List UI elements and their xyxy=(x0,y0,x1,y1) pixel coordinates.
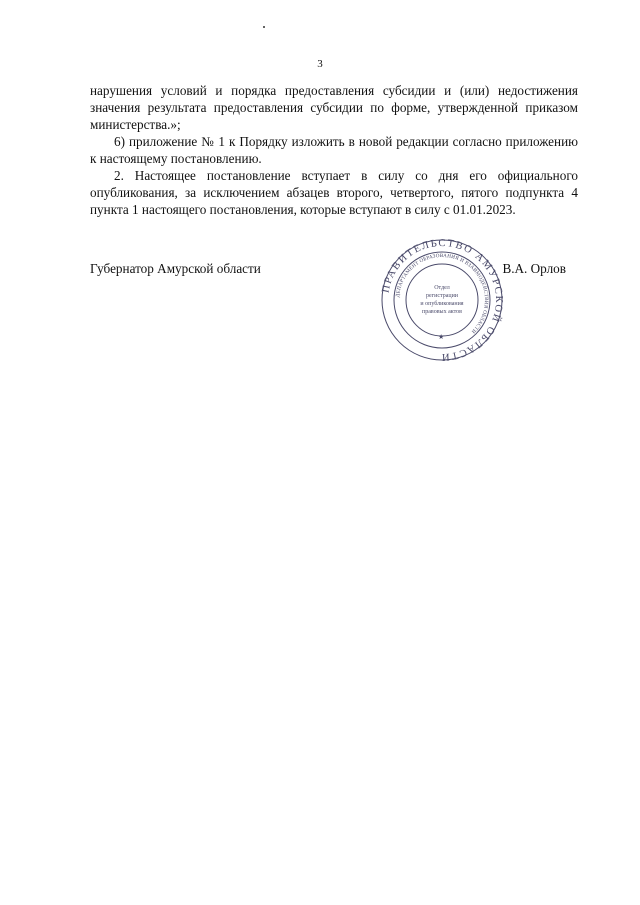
stamp-outer-text: ПРАВИТЕЛЬСТВО АМУРСКОЙ ОБЛАСТИ xyxy=(380,238,504,362)
page-number: 3 xyxy=(317,58,323,70)
stamp-center-line: и опубликования xyxy=(420,301,464,307)
stamp-center-line: Отдел xyxy=(434,285,450,291)
stamp-middle-text: ДЕПАРТАМЕНТ ОБРАЗОВАНИЯ И ВЗАИМОДЕЙСТВИЯ ОБЛАСТИ xyxy=(395,252,490,335)
paragraph-3: 2. Настоящее постановление вступает в силу со дня его официального опубликования, за исключением абзацев второго, четвертого, пятого подпункта 4 пункта 1 настоящего постановления, которые вступают в силу с 01.01.2023. xyxy=(90,168,578,217)
document-body xyxy=(90,82,578,218)
signer-title: Губернатор Амурской области xyxy=(90,261,261,276)
stamp-center-line: правовых актов xyxy=(422,309,462,315)
paragraph-2: 6) приложение № 1 к Порядку изложить в новой редакции согласно приложению к настоящему постановлению. xyxy=(90,134,578,166)
paragraph-1: нарушения условий и порядка предоставления субсидии и (или) недостижения значения результата предоставления субсидии по форме, утвержденной приказом министерства.»; xyxy=(90,83,578,132)
stamp-center-line: регистрации xyxy=(426,293,458,299)
stamp-star-icon: ★ xyxy=(438,333,445,341)
signature-block xyxy=(90,261,578,281)
signer-name: В.А. Орлов xyxy=(502,261,566,276)
scan-speck xyxy=(263,26,265,28)
official-stamp-icon xyxy=(380,238,504,362)
stamp-inner-ring xyxy=(406,264,478,336)
stamp-center-text xyxy=(420,285,463,315)
